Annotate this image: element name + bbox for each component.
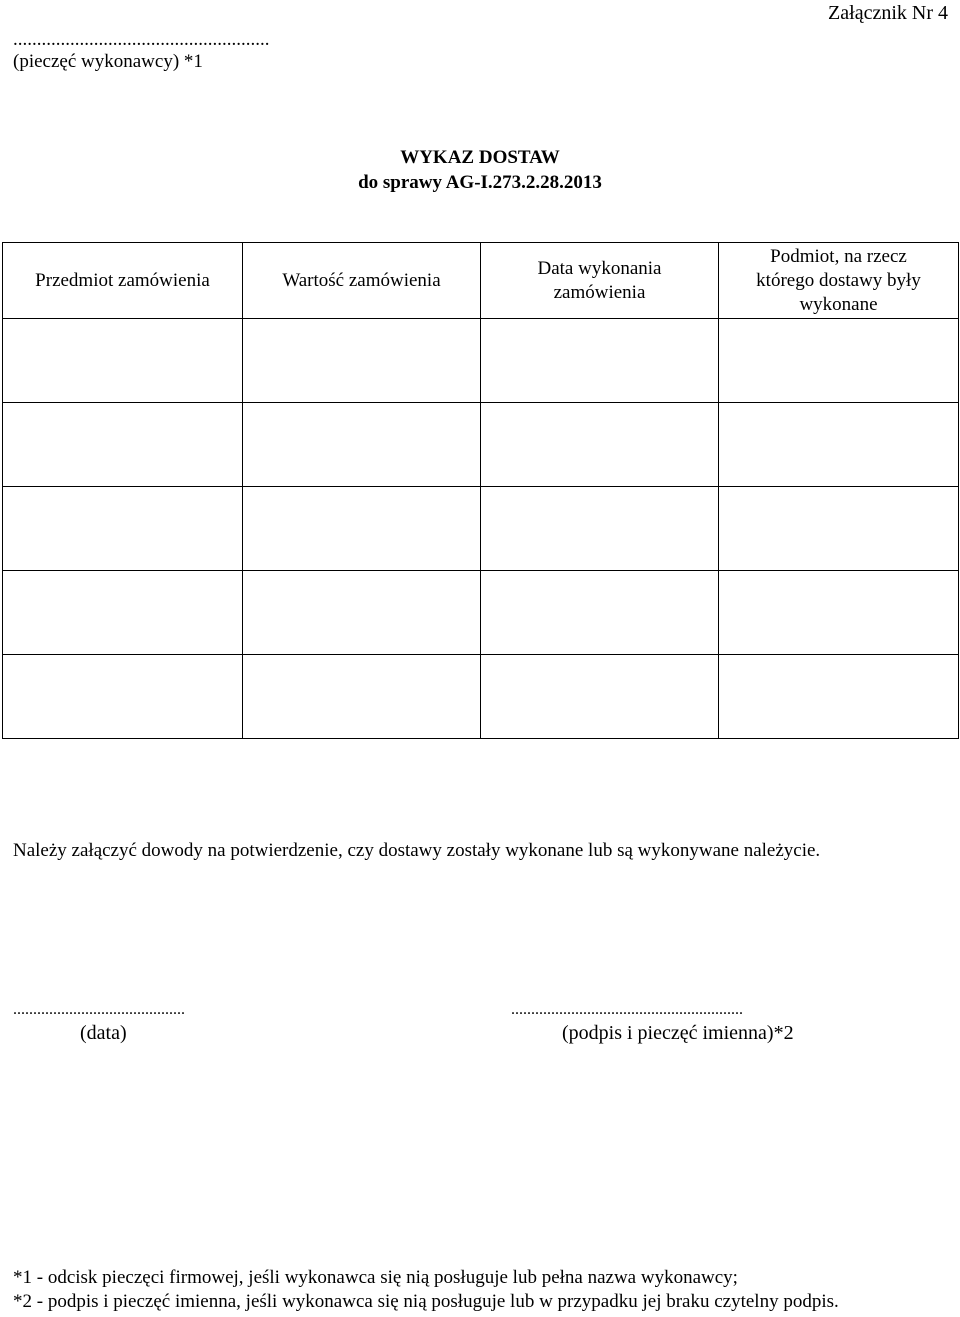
table-cell[interactable] xyxy=(481,319,719,403)
evidence-note: Należy załączyć dowody na potwierdzenie, czy dostawy zostały wykonane lub są wykonywane należycie. xyxy=(13,840,821,861)
table-cell[interactable] xyxy=(481,403,719,487)
table-cell[interactable] xyxy=(719,487,959,571)
column-header-value xyxy=(243,243,481,319)
stamp-label: (pieczęć wykonawcy) *1 xyxy=(13,51,203,72)
date-dotted-line: ........................................... xyxy=(13,1001,185,1018)
table-row xyxy=(3,319,959,403)
column-header-recipient xyxy=(719,243,959,319)
table-cell[interactable] xyxy=(719,319,959,403)
case-reference: do sprawy AG-I.273.2.28.2013 xyxy=(358,172,602,193)
column-header-label: Podmiot, na rzecz którego dostawy były wykonane xyxy=(756,245,921,315)
table-cell[interactable] xyxy=(719,403,959,487)
document-title: WYKAZ DOSTAW xyxy=(400,147,560,168)
signature-label: (podpis i pieczęć imienna)*2 xyxy=(562,1022,794,1044)
table-header-row xyxy=(3,243,959,319)
table-cell[interactable] xyxy=(3,571,243,655)
stamp-dotted-line: ...................................................... xyxy=(13,29,270,50)
table-row xyxy=(3,571,959,655)
table-cell[interactable] xyxy=(243,571,481,655)
signature-dotted-line: .......................................................... xyxy=(511,1001,743,1018)
column-header-date xyxy=(481,243,719,319)
table-cell[interactable] xyxy=(3,655,243,739)
column-header-subject xyxy=(3,243,243,319)
column-header-label: Wartość zamówienia xyxy=(282,269,441,291)
table-row xyxy=(3,487,959,571)
annex-number: Załącznik Nr 4 xyxy=(828,2,948,24)
table-cell[interactable] xyxy=(481,655,719,739)
table-cell[interactable] xyxy=(481,571,719,655)
table-cell[interactable] xyxy=(481,487,719,571)
table-cell[interactable] xyxy=(243,487,481,571)
table-cell[interactable] xyxy=(3,487,243,571)
date-label: (data) xyxy=(80,1022,127,1044)
deliveries-table xyxy=(2,242,959,739)
table-row xyxy=(3,403,959,487)
footnote-1: *1 - odcisk pieczęci firmowej, jeśli wykonawca się nią posługuje lub pełna nazwa wykonawcy; xyxy=(13,1267,738,1288)
table-cell[interactable] xyxy=(3,319,243,403)
table-cell[interactable] xyxy=(3,403,243,487)
table-cell[interactable] xyxy=(243,403,481,487)
footnote-2: *2 - podpis i pieczęć imienna, jeśli wykonawca się nią posługuje lub w przypadku jej braku czytelny podpis. xyxy=(13,1291,839,1312)
table-cell[interactable] xyxy=(719,571,959,655)
table-cell[interactable] xyxy=(243,655,481,739)
column-header-label: Przedmiot zamówienia xyxy=(35,269,210,291)
table-cell[interactable] xyxy=(719,655,959,739)
table-row xyxy=(3,655,959,739)
column-header-label: Data wykonania zamówienia xyxy=(537,257,662,303)
table-cell[interactable] xyxy=(243,319,481,403)
